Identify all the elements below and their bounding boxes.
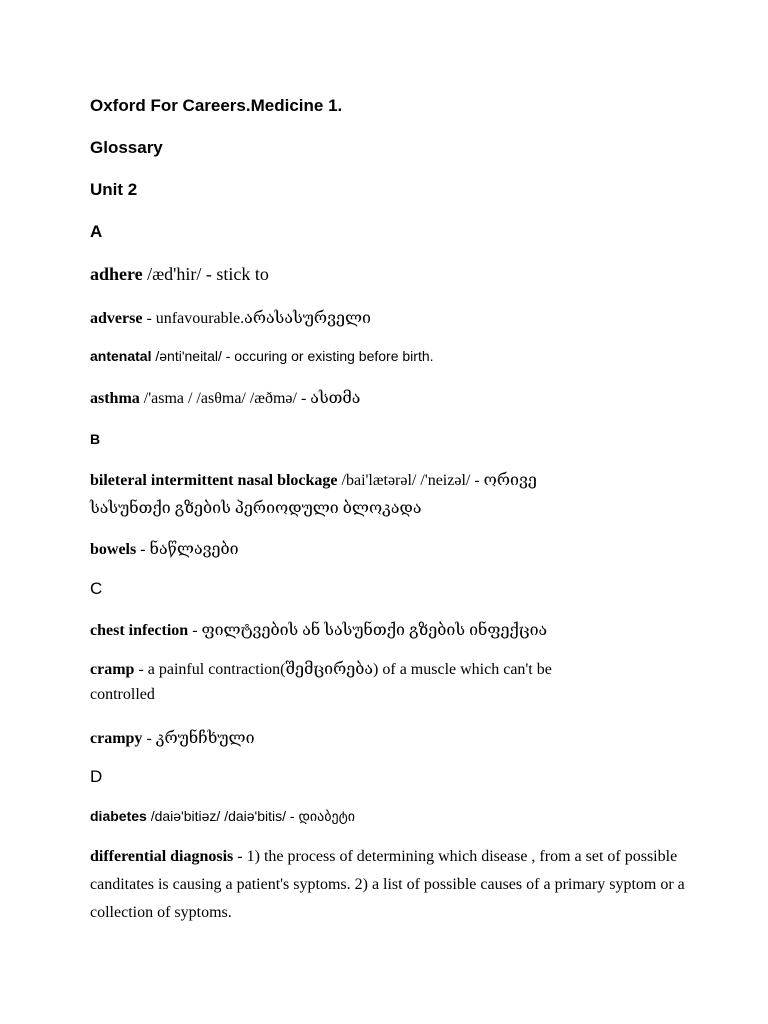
entry-adverse	[90, 308, 371, 328]
definition-bileteral: /bai'lætərəl/ /'neizəl/ - ორივე	[337, 472, 537, 489]
section-letter-d: D	[90, 767, 103, 786]
entry-antenatal	[90, 348, 434, 366]
term-antenatal: antenatal	[90, 348, 152, 364]
definition-adverse: - unfavourable.არასასურველი	[142, 310, 371, 327]
definition-diabetes: /daiə'bitiəz/ /daiə'bitis/ - დიაბეტი	[146, 808, 356, 824]
definition-bowels: - ნაწლავები	[136, 541, 239, 558]
entry-adhere	[90, 264, 269, 285]
entry-chest-infection	[90, 620, 547, 640]
section-letter-c: C	[90, 579, 103, 598]
term-crampy: crampy	[90, 730, 143, 747]
document-title: Oxford For Careers.Medicine 1.	[90, 96, 343, 115]
definition-crampy: - კრუნჩხული	[142, 730, 255, 747]
entry-crampy	[90, 728, 255, 748]
definition-bileteral-continued: სასუნთქი გზების პერიოდული ბლოკადა	[90, 500, 422, 517]
definition-chest-infection: - ფილტვების ან სასუნთქი გზების ინფექცია	[188, 622, 548, 639]
definition-asthma: /'asma / /asθma/ /æðmə/ - ასთმა	[139, 390, 361, 407]
definition-cramp: - a painful contraction(შემცირება) of a muscle which can't be	[134, 661, 552, 678]
term-cramp: cramp	[90, 661, 135, 678]
entry-bowels	[90, 539, 239, 559]
definition-cramp-continued: controlled	[90, 686, 155, 703]
entry-differential-diagnosis	[90, 843, 690, 927]
term-chest-infection: chest infection	[90, 622, 189, 639]
definition-antenatal: /ənti'neital/ - occuring or existing before birth.	[151, 348, 434, 364]
term-adverse: adverse	[90, 310, 143, 327]
term-bowels: bowels	[90, 541, 137, 558]
definition-adhere: /æd'hir/ - stick to	[142, 264, 269, 284]
unit-heading: Unit 2	[90, 180, 138, 199]
term-adhere: adhere	[90, 264, 143, 284]
entry-bileteral	[90, 470, 537, 490]
term-bileteral: bileteral intermittent nasal blockage	[90, 472, 338, 489]
section-letter-b: B	[90, 431, 101, 447]
term-diabetes: diabetes	[90, 808, 147, 824]
glossary-heading: Glossary	[90, 138, 163, 157]
section-letter-a: A	[90, 222, 103, 241]
entry-cramp	[90, 659, 552, 679]
definition-differential-diagnosis: - 1) the process of determining which disease , from a set of possible canditates is causing a patient's syptoms. 2) a list of possible causes of a primary syptom or a collection of syptoms.	[90, 848, 685, 921]
entry-diabetes	[90, 808, 355, 826]
term-differential-diagnosis: differential diagnosis	[90, 848, 234, 865]
term-asthma: asthma	[90, 390, 140, 407]
entry-asthma	[90, 388, 360, 408]
